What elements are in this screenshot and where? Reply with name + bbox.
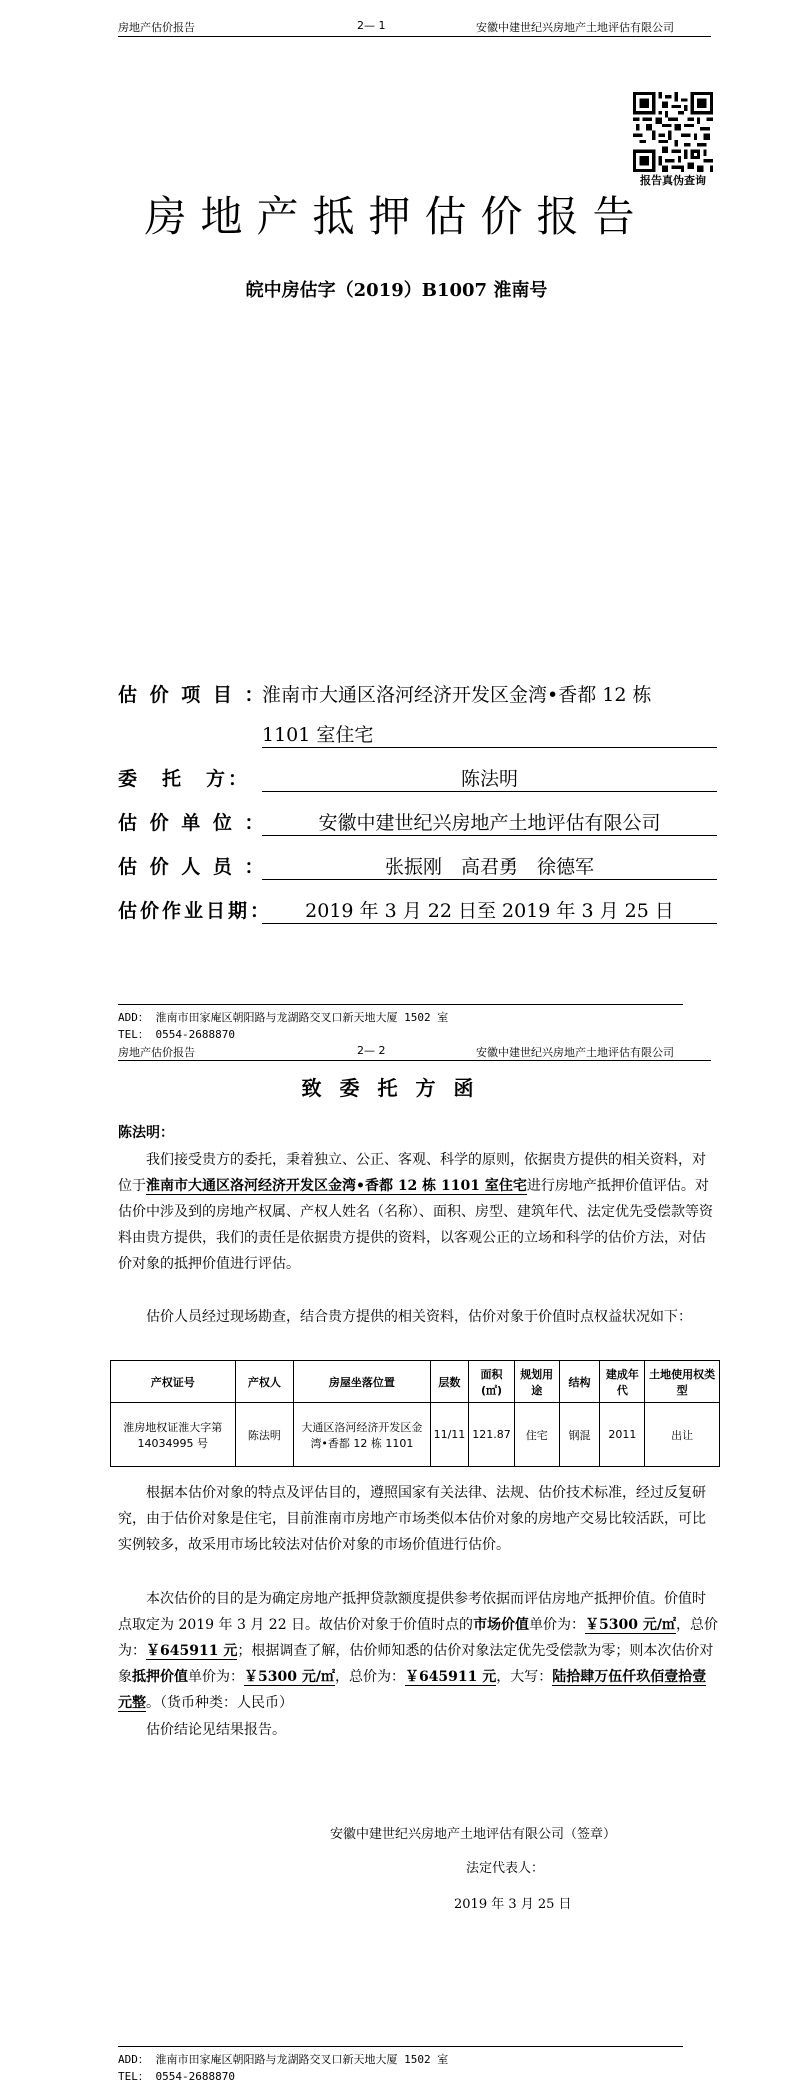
field-value-staff: 张振刚 高君勇 徐德军 <box>262 852 717 880</box>
page2-header-right: 安徽中建世纪兴房地产土地评估有限公司 <box>476 1046 674 1059</box>
page2-footer-tel: TEL： 0554-2688870 <box>118 2070 235 2083</box>
market-unit-price: ￥5300 元/㎡ <box>585 1617 677 1633</box>
sign-date: 2019 年 3 月 25 日 <box>454 1897 572 1912</box>
para1-text-a: 我们接受贵方的委托，秉着独立、公正、客观、科学的原则，依据贵方提供的相关资料，对位于 <box>118 1152 706 1194</box>
mortgage-total-price: ￥645911 元 <box>404 1669 497 1685</box>
field-value-project: 淮南市大通区洛河经济开发区金湾•香都 12 栋 <box>262 684 652 706</box>
page2-footer-rule <box>118 2046 683 2047</box>
table-cell: 住宅 <box>514 1403 559 1467</box>
table-header-row <box>111 1361 720 1403</box>
field-label-staff: 估 价 人 员 ： <box>118 856 267 878</box>
para4-text-c: 单价为： <box>529 1617 586 1633</box>
amount-in-words: 陆拾肆万伍仟玖佰壹拾壹元整 <box>118 1669 707 1711</box>
market-total-price: ￥645911 元 <box>146 1643 238 1659</box>
qr-code-icon <box>633 92 713 172</box>
table-header-cell: 层数 <box>430 1361 469 1403</box>
table-header-cell: 房屋坐落位置 <box>294 1361 430 1403</box>
table-header-cell: 规划用途 <box>514 1361 559 1403</box>
table-cell: 大通区洛河经济开发区金湾•香都 12 栋 1101 <box>294 1403 430 1467</box>
page2-header-page: 2— 2 <box>357 1044 386 1057</box>
table-header-cell: 产权人 <box>235 1361 294 1403</box>
sign-representative: 法定代表人： <box>466 1861 545 1876</box>
report-number: 皖中房估字（2019）B1007 淮南号 <box>245 280 548 301</box>
table-cell: 淮房地权证淮大字第14034995 号 <box>111 1403 236 1467</box>
letter-title: 致委托方函 <box>301 1076 492 1100</box>
page1-header-rule <box>118 36 711 37</box>
page1-header-page: 2— 1 <box>357 19 386 32</box>
table-cell: 11/11 <box>430 1403 469 1467</box>
para1-text-c: 进行房地产抵押价值评估。对估价中涉及到的房地产权属、产权人姓名（名称）、面积、房型、建筑年代、法定优先受偿款等资料由贵方提供，我们的责任是依据贵方提供的资料，以客观公正的立场和科学的估价方法，对估价对象的抵押价值进行评估。 <box>118 1178 713 1272</box>
page2-footer-address: ADD： 淮南市田家庵区朝阳路与龙湖路交叉口新天地大厦 1502 室 <box>118 2053 449 2066</box>
table-header-cell: 建成年代 <box>600 1361 645 1403</box>
table-header-cell: 结构 <box>559 1361 600 1403</box>
mortgage-value-label: 抵押价值 <box>132 1669 188 1685</box>
letter-paragraph-2: 估价人员经过现场勘查，结合贵方提供的相关资料，估价对象于价值时点权益状况如下： <box>146 1309 692 1325</box>
report-title: 房地产抵押估价报告 <box>144 192 649 241</box>
total-label-2: ，总价为： <box>334 1669 405 1685</box>
table-row <box>111 1403 720 1467</box>
page1-footer-address: ADD： 淮南市田家庵区朝阳路与龙湖路交叉口新天地大厦 1502 室 <box>118 1011 449 1024</box>
total-label: ，总价为： <box>118 1617 719 1659</box>
table-header-cell: 产权证号 <box>111 1361 236 1403</box>
table-cell: 2011 <box>600 1403 645 1467</box>
page1-footer-rule <box>118 1004 683 1005</box>
table-header-cell: 面积(㎡) <box>469 1361 515 1403</box>
qr-caption: 报告真伪查询 <box>640 174 706 187</box>
field-value-date: 2019 年 3 月 22 日至 2019 年 3 月 25 日 <box>262 896 717 924</box>
table-cell: 陈法明 <box>235 1403 294 1467</box>
page1-header-left: 房地产估价报告 <box>118 21 195 34</box>
field-label-project: 估 价 项 目 ： <box>118 684 267 706</box>
property-address: 淮南市大通区洛河经济开发区金湾•香都 12 栋 1101 室住宅 <box>146 1178 527 1194</box>
field-label-client: 委 托 方： <box>118 768 251 790</box>
field-value-project-line2: 1101 室住宅 <box>262 720 717 748</box>
field-label-appraiser: 估 价 单 位 ： <box>118 812 267 834</box>
page2-header-rule <box>118 1060 711 1061</box>
field-label-date: 估价作业日期： <box>118 900 273 922</box>
table-header-cell: 土地使用权类型 <box>645 1361 720 1403</box>
upper-label: ，大写： <box>496 1669 553 1685</box>
letter-paragraph-3: 根据本估价对象的特点及评估目的，遵照国家有关法律、法规、估价技术标准，经过反复研究，由于估价对象是住宅，目前淮南市房地产市场类似本估价对象的房地产交易比较活跃，可比实例较多，故采用市场比较法对估价对象的市场价值进行估价。 <box>118 1485 706 1553</box>
mortgage-unit-price: ￥5300 元/㎡ <box>244 1669 335 1685</box>
letter-salutation: 陈法明： <box>118 1125 174 1141</box>
page1-footer-tel: TEL： 0554-2688870 <box>118 1028 235 1041</box>
field-value-client: 陈法明 <box>262 764 717 792</box>
page1-header-right: 安徽中建世纪兴房地产土地评估有限公司 <box>476 21 674 34</box>
para4-text-f: 单价为： <box>188 1669 244 1685</box>
para4-text-a: 本次估价的目的是为确定房地产抵押贷款额度提供参考依据而评估房地产抵押价值。价值时点取定为 2019 年 3 月 22 日。故估价对象于价值时点的 <box>118 1591 706 1633</box>
table-cell: 钢混 <box>559 1403 600 1467</box>
sign-company: 安徽中建世纪兴房地产土地评估有限公司（签章） <box>330 1827 617 1842</box>
property-table <box>110 1360 720 1467</box>
field-value-appraiser: 安徽中建世纪兴房地产土地评估有限公司 <box>262 808 717 836</box>
letter-paragraph-1 <box>118 1147 718 1277</box>
currency-note: 。（货币种类：人民币） <box>146 1695 293 1711</box>
letter-paragraph-4 <box>118 1586 718 1716</box>
letter-paragraph-5: 估价结论见结果报告。 <box>146 1722 286 1738</box>
para4-text-d: ；根据调查了解，估价师知悉的估价对象法定优先受偿款为零；则本次估价对象 <box>118 1643 714 1685</box>
market-value-label: 市场价值 <box>473 1617 530 1633</box>
table-cell: 121.87 <box>469 1403 515 1467</box>
table-cell: 出让 <box>645 1403 720 1467</box>
page2-header-left: 房地产估价报告 <box>118 1046 195 1059</box>
